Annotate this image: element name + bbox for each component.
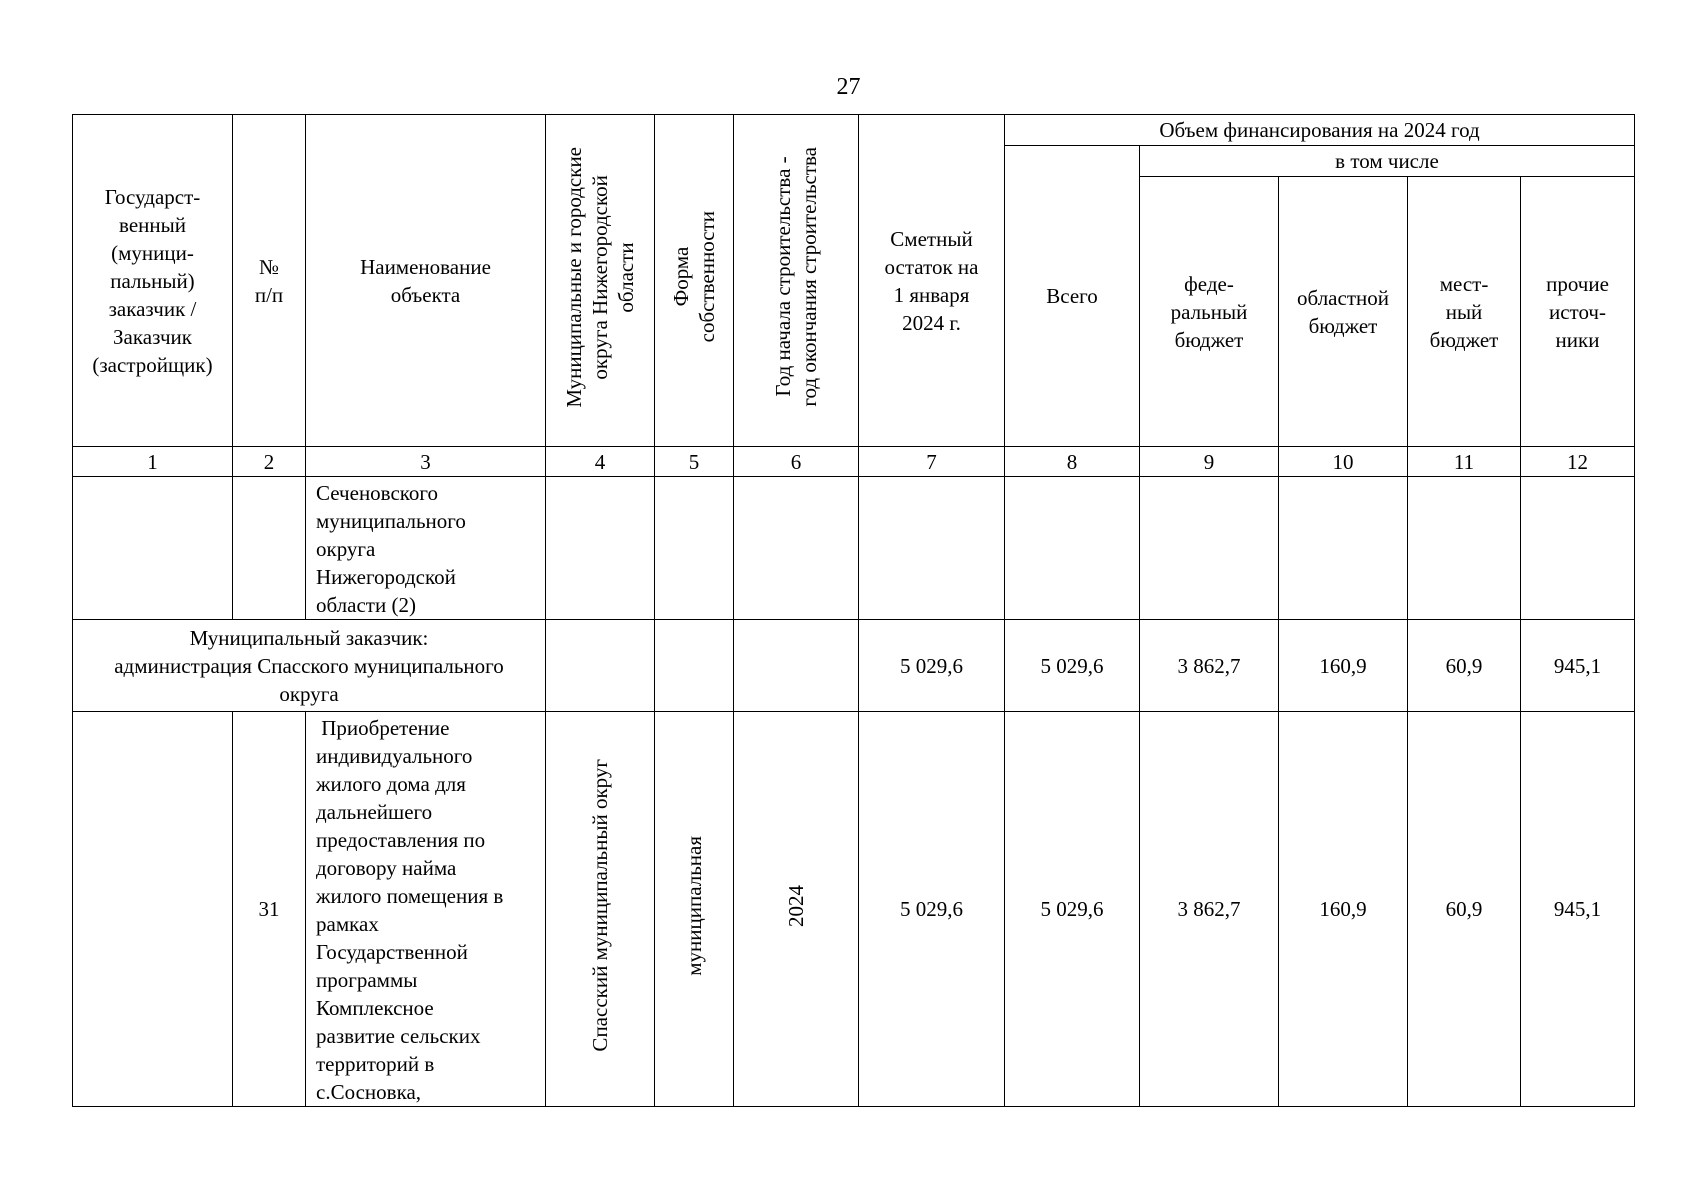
item-years: 2024 xyxy=(784,884,808,927)
col-num-8: 8 xyxy=(1005,447,1140,477)
col-num-12: 12 xyxy=(1521,447,1635,477)
item-num: 31 xyxy=(233,712,306,1107)
group-regional: 160,9 xyxy=(1279,620,1408,712)
item-federal: 3 862,7 xyxy=(1140,712,1279,1107)
col-num-1: 1 xyxy=(73,447,233,477)
col-num-5: 5 xyxy=(655,447,734,477)
item-local: 60,9 xyxy=(1408,712,1521,1107)
item-row xyxy=(73,712,1635,1107)
continuation-row xyxy=(73,477,1635,620)
column-numbers-row xyxy=(73,447,1635,477)
header-including: в том числе xyxy=(1140,146,1635,177)
item-other: 945,1 xyxy=(1521,712,1635,1107)
group-row xyxy=(73,620,1635,712)
header-federal: феде- ральный бюджет xyxy=(1140,177,1279,447)
item-ownership: муниципальная xyxy=(682,835,706,976)
header-num: № п/п xyxy=(233,115,306,447)
header-total: Всего xyxy=(1005,146,1140,447)
item-regional: 160,9 xyxy=(1279,712,1408,1107)
item-total: 5 029,6 xyxy=(1005,712,1140,1107)
item-district-cell xyxy=(546,712,655,1107)
item-estimate: 5 029,6 xyxy=(859,712,1005,1107)
header-funding-title: Объем финансирования на 2024 год xyxy=(1005,115,1635,146)
header-local: мест- ный бюджет xyxy=(1408,177,1521,447)
item-ownership-cell xyxy=(655,712,734,1107)
group-total: 5 029,6 xyxy=(1005,620,1140,712)
group-label: Муниципальный заказчик: администрация Спасского муниципального округа xyxy=(73,620,546,712)
header-ownership-cell xyxy=(655,115,734,447)
group-federal: 3 862,7 xyxy=(1140,620,1279,712)
col-num-2: 2 xyxy=(233,447,306,477)
header-customer: Государст- венный (муници- пальный) заказчик / Заказчик (застройщик) xyxy=(73,115,233,447)
group-other: 945,1 xyxy=(1521,620,1635,712)
item-district: Спасский муниципальный округ xyxy=(588,759,612,1052)
col-num-10: 10 xyxy=(1279,447,1408,477)
header-years: Год начала строительства - год окончания строительства xyxy=(771,147,821,407)
header-districts-cell xyxy=(546,115,655,447)
col-num-7: 7 xyxy=(859,447,1005,477)
header-regional: областной бюджет xyxy=(1279,177,1408,447)
funding-table xyxy=(72,114,1635,1107)
header-ownership: Форма собственности xyxy=(669,211,719,343)
col-num-3: 3 xyxy=(306,447,546,477)
header-districts: Муниципальные и городские округа Нижегородской области xyxy=(562,146,638,408)
header-years-cell xyxy=(734,115,859,447)
continuation-name: Сеченовского муниципального округа Нижегородской области (2) xyxy=(306,477,546,620)
col-num-6: 6 xyxy=(734,447,859,477)
page-number: 27 xyxy=(836,74,861,100)
header-other: прочие источ- ники xyxy=(1521,177,1635,447)
col-num-9: 9 xyxy=(1140,447,1279,477)
group-local: 60,9 xyxy=(1408,620,1521,712)
col-num-4: 4 xyxy=(546,447,655,477)
col-num-11: 11 xyxy=(1408,447,1521,477)
group-estimate: 5 029,6 xyxy=(859,620,1005,712)
item-years-cell xyxy=(734,712,859,1107)
item-name: Приобретение индивидуального жилого дома для дальнейшего предоставления по договору найма жилого помещения в рамках Государственной программы Комплексное развитие сельских территорий в с.Сосновка, xyxy=(306,712,546,1107)
header-name: Наименование объекта xyxy=(306,115,546,447)
header-estimate: Сметный остаток на 1 января 2024 г. xyxy=(859,115,1005,447)
header-row-1 xyxy=(73,115,1635,146)
